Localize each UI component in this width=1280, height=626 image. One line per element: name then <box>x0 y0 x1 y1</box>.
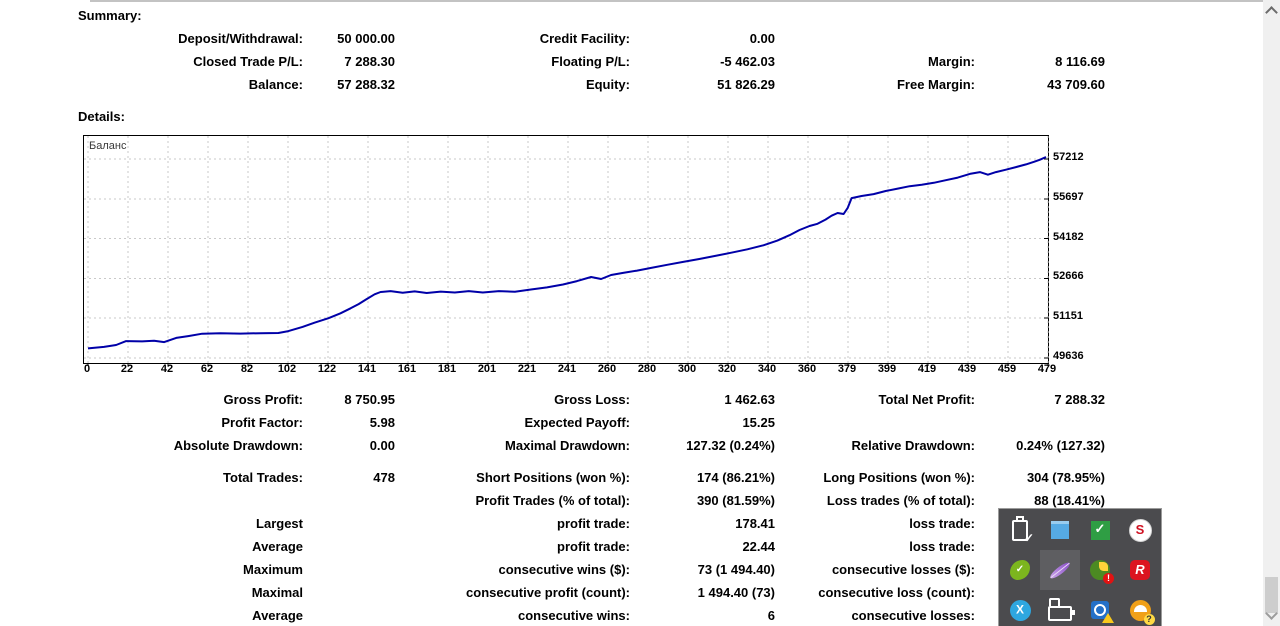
x-axis-label: 280 <box>637 363 657 375</box>
y-axis-label: 55697 <box>1053 190 1084 203</box>
stat-value: 88 (18.41%) <box>1034 493 1105 508</box>
stat-label: Closed Trade P/L: <box>193 54 303 69</box>
report-row <box>0 27 1140 50</box>
x-axis-label: 479 <box>1037 363 1057 375</box>
balance-chart-canvas <box>84 136 1048 367</box>
stat-label: Gross Profit: <box>223 392 303 407</box>
stat-label: Maximum <box>243 562 303 577</box>
report-row <box>0 489 1140 512</box>
report-row <box>0 512 1140 535</box>
stat-label: Credit Facility: <box>539 31 630 46</box>
details-heading: Details: <box>78 109 125 124</box>
stat-label: consecutive wins: <box>518 608 630 623</box>
network-warning-icon-button[interactable] <box>1080 590 1120 626</box>
purple-feather-icon <box>1048 560 1071 580</box>
stat-label: Short Positions (won %): <box>476 470 630 485</box>
stat-value: -5 462.03 <box>720 54 775 69</box>
stat-label: Margin: <box>928 54 975 69</box>
red-s-badge-icon-button[interactable] <box>1120 510 1160 550</box>
stat-value: 6 <box>767 608 775 623</box>
stat-value: 127.32 (0.24%) <box>686 438 775 453</box>
report-row <box>0 558 1140 581</box>
stat-label: Loss trades (% of total): <box>826 493 975 508</box>
x-axis-label: 399 <box>877 363 897 375</box>
scroll-down-arrow-icon[interactable] <box>1263 607 1280 624</box>
summary-heading: Summary: <box>78 8 142 23</box>
stat-label: loss trade: <box>909 539 975 554</box>
x-axis-label: 360 <box>797 363 817 375</box>
stat-label <box>775 27 975 50</box>
stat-label: consecutive profit (count): <box>466 585 630 600</box>
x-axis-label: 102 <box>277 363 297 375</box>
x-axis-label: 439 <box>957 363 977 375</box>
stat-label: Balance: <box>248 77 303 92</box>
top-divider <box>90 0 1263 2</box>
shield-warning-icon <box>1090 560 1110 580</box>
y-axis-label: 51151 <box>1053 310 1083 323</box>
green-leaf-check-icon-button[interactable] <box>1000 550 1040 590</box>
blue-window-icon-button[interactable] <box>1040 510 1080 550</box>
x-axis-label: 141 <box>357 363 377 375</box>
blue-window-icon <box>1051 521 1069 539</box>
stat-value: 1 494.40 (73) <box>697 585 775 600</box>
stat-label: Relative Drawdown: <box>851 438 975 453</box>
stat-value: 304 (78.95%) <box>1026 470 1105 485</box>
avira-antivirus-icon-button[interactable] <box>1120 550 1160 590</box>
stat-value: 5.98 <box>369 415 395 430</box>
stat-label: Average <box>252 539 303 554</box>
tray-icon-grid <box>999 509 1161 626</box>
stat-label: Absolute Drawdown: <box>173 438 303 453</box>
stat-value <box>303 489 395 512</box>
network-warning-icon <box>1091 601 1109 619</box>
y-axis-label: 54182 <box>1053 230 1084 243</box>
scroll-up-arrow-icon[interactable] <box>1263 2 1280 19</box>
stat-label: Free Margin: <box>896 77 975 92</box>
stat-label: consecutive losses: <box>851 608 975 623</box>
x-axis-label: 122 <box>317 363 337 375</box>
stat-label: Profit Factor: <box>221 415 303 430</box>
summary-rows <box>0 27 1140 96</box>
stat-value <box>303 512 395 535</box>
stat-value <box>303 604 395 626</box>
speed-gauge-question-icon <box>1130 600 1151 621</box>
stat-label <box>78 489 303 512</box>
green-leaf-check-icon <box>1010 560 1030 580</box>
stat-value: 7 288.30 <box>344 54 395 69</box>
battery-plug-icon <box>1048 606 1072 621</box>
report-row <box>0 411 1140 434</box>
x-axis-label: 260 <box>597 363 617 375</box>
stat-value: 51 826.29 <box>717 77 775 92</box>
stat-value: 22.44 <box>742 539 775 554</box>
speed-gauge-question-icon-button[interactable] <box>1120 590 1160 626</box>
stat-label: Maximal Drawdown: <box>505 438 630 453</box>
usb-drive-icon-button[interactable] <box>1000 510 1040 550</box>
usb-drive-icon <box>1012 520 1028 541</box>
stat-label: consecutive wins ($): <box>498 562 630 577</box>
report-row <box>0 50 1140 73</box>
x-axis-label: 0 <box>83 363 91 375</box>
stat-label: Gross Loss: <box>554 392 630 407</box>
purple-feather-icon-button[interactable] <box>1040 550 1080 590</box>
report-row <box>0 535 1140 558</box>
stat-label: profit trade: <box>557 516 630 531</box>
stat-label: Long Positions (won %): <box>823 470 975 485</box>
report-row <box>0 604 1140 626</box>
x-axis-label: 161 <box>397 363 417 375</box>
stat-value: 15.25 <box>742 415 775 430</box>
stat-value: 57 288.32 <box>337 77 395 92</box>
stat-label: Total Trades: <box>223 470 303 485</box>
stat-value: 178.41 <box>735 516 775 531</box>
stat-value: 7 288.32 <box>1054 392 1105 407</box>
stat-label: Maximal <box>251 585 303 600</box>
report-row <box>0 581 1140 604</box>
stat-label: Expected Payoff: <box>524 415 630 430</box>
stat-value: 8 750.95 <box>344 392 395 407</box>
stat-value: 0.24% (127.32) <box>1016 438 1105 453</box>
stat-label: Average <box>252 608 303 623</box>
stat-value: 0.00 <box>369 438 395 453</box>
report-row <box>0 434 1140 457</box>
blue-x-utility-icon-button[interactable] <box>1000 590 1040 626</box>
report-row <box>0 388 1140 411</box>
stat-value <box>303 535 395 558</box>
x-axis-label: 241 <box>557 363 577 375</box>
stat-value: 1 462.63 <box>724 392 775 407</box>
vertical-scrollbar[interactable] <box>1263 0 1280 626</box>
green-check-icon-button[interactable] <box>1080 510 1120 550</box>
x-axis-label: 62 <box>200 363 214 375</box>
balance-chart <box>83 135 1049 364</box>
stat-value: 478 <box>373 470 395 485</box>
x-axis-label: 300 <box>677 363 697 375</box>
stat-label: consecutive losses ($): <box>831 562 975 577</box>
green-check-icon <box>1091 521 1110 540</box>
x-axis-label: 419 <box>917 363 937 375</box>
stat-label: Floating P/L: <box>551 54 630 69</box>
stat-value: 390 (81.59%) <box>696 493 775 508</box>
report-row <box>0 73 1140 96</box>
y-axis-label: 49636 <box>1053 350 1084 362</box>
y-axis-label: 57212 <box>1053 151 1084 163</box>
stat-label: loss trade: <box>909 516 975 531</box>
stat-value: 73 (1 494.40) <box>697 562 775 577</box>
stat-label: profit trade: <box>557 539 630 554</box>
x-axis-label: 459 <box>997 363 1017 375</box>
stat-label <box>775 411 975 434</box>
stat-value: 8 116.69 <box>1055 54 1105 69</box>
stat-label: Profit Trades (% of total): <box>475 493 630 508</box>
stats-mid-rows <box>0 466 1140 512</box>
x-axis-label: 340 <box>757 363 777 375</box>
x-axis-label: 221 <box>517 363 537 375</box>
y-axis-label: 52666 <box>1053 270 1084 283</box>
battery-plug-icon-button[interactable] <box>1040 590 1080 626</box>
stat-label: Equity: <box>585 77 630 92</box>
stat-label: Largest <box>256 516 303 531</box>
red-s-badge-icon <box>1129 519 1152 542</box>
stat-label: consecutive loss (count): <box>818 585 975 600</box>
stat-value <box>303 581 395 604</box>
stat-value: 43 709.60 <box>1047 77 1105 92</box>
stat-value: 50 000.00 <box>337 31 395 46</box>
stats-bottom-rows <box>0 512 1140 626</box>
stats-top-rows <box>0 388 1140 457</box>
shield-warning-icon-button[interactable] <box>1080 550 1120 590</box>
blue-x-utility-icon <box>1010 600 1031 621</box>
chart-legend: Баланс <box>89 140 127 152</box>
stat-label: Total Net Profit: <box>878 392 975 407</box>
stat-value <box>303 558 395 581</box>
tray-overflow-popup[interactable] <box>998 508 1162 626</box>
stat-value: 0.00 <box>749 31 775 46</box>
stat-value: 174 (86.21%) <box>696 470 775 485</box>
stat-label: Deposit/Withdrawal: <box>178 31 303 46</box>
x-axis-label: 201 <box>477 363 497 375</box>
stat-value <box>975 411 1105 434</box>
x-axis-label: 82 <box>240 363 254 375</box>
x-axis-label: 22 <box>120 363 134 375</box>
avira-antivirus-icon <box>1130 560 1150 580</box>
x-axis-label: 181 <box>437 363 457 375</box>
x-axis-label: 320 <box>717 363 737 375</box>
x-axis-label: 379 <box>837 363 857 375</box>
x-axis-label: 42 <box>160 363 174 375</box>
balance-line <box>88 157 1046 348</box>
stat-value <box>975 27 1105 50</box>
report-row <box>0 466 1140 489</box>
